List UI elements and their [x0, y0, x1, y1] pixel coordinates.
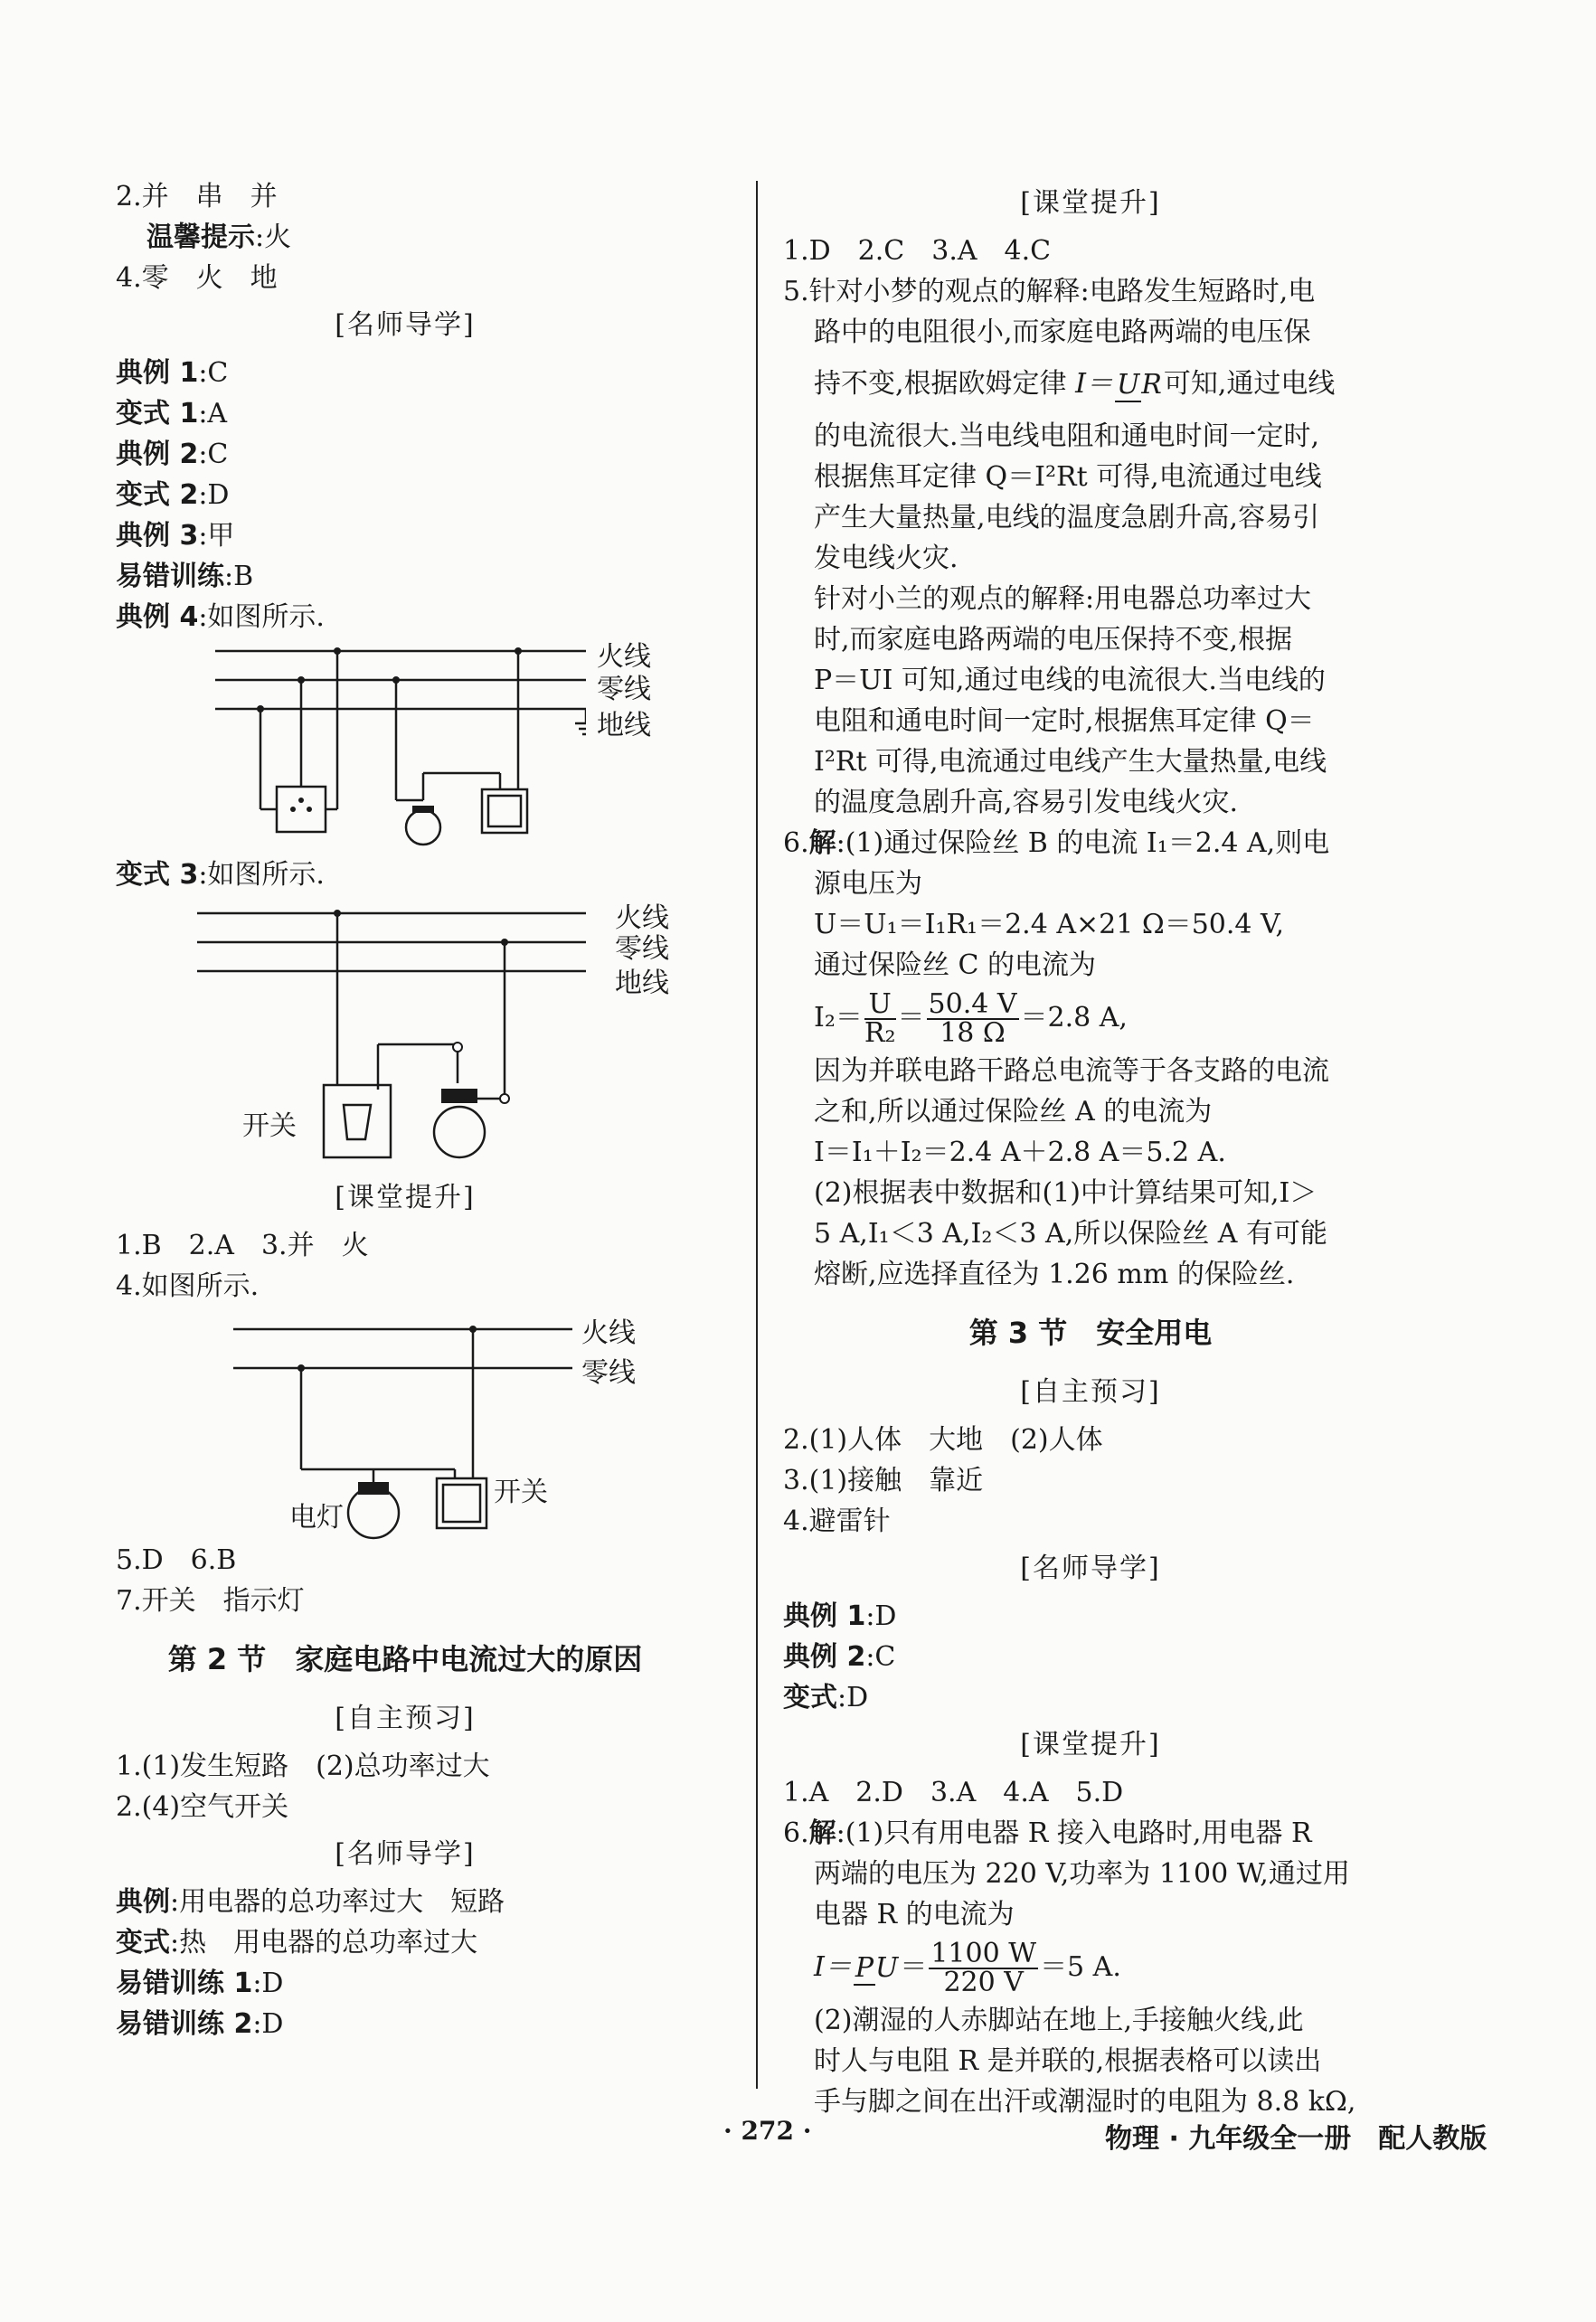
section-heading: [自主预习]: [335, 1703, 476, 1734]
section-heading: [课堂提升]: [1020, 187, 1161, 219]
example-line: 典例 1:C: [116, 357, 229, 389]
answer-line: 2.(1)人体 大地 (2)人体: [783, 1424, 1103, 1456]
answer-line: 2.(4)空气开关: [116, 1791, 289, 1823]
section-heading: [名师导学]: [335, 1838, 476, 1870]
solution-line: 之和,所以通过保险丝 A 的电流为: [814, 1096, 1213, 1128]
example-line: 典例:用电器的总功率过大 短路: [116, 1886, 505, 1918]
column-divider: [756, 181, 758, 2089]
solution-line: 源电压为: [814, 868, 922, 900]
solution-line: 通过保险丝 C 的电流为: [814, 949, 1097, 981]
variant-line: 变式 2:D: [116, 479, 230, 511]
explanation-line: 发电线火灾.: [814, 543, 959, 574]
explanation-line: 时,而家庭电路两端的电压保持不变,根据: [814, 624, 1293, 656]
example-line: 典例 2:C: [783, 1641, 896, 1673]
answer-line: 5.D 6.B: [116, 1544, 237, 1576]
solution-equation: I₂＝ $\frac{U}{\text{R₂}}$ ＝ $\frac{50.4 V}{18 \Omega}$ ＝2.8 A,: [814, 988, 1128, 1049]
explanation-line: 5.针对小梦的观点的解释:电路发生短路时,电: [783, 276, 1316, 307]
neutral-line-label: 零线: [615, 933, 669, 965]
right-column: [783, 176, 1398, 2122]
explanation-line: 电阻和通电时间一定时,根据焦耳定律 Q＝: [814, 705, 1315, 737]
explanation-line: 产生大量热量,电线的温度急剧升高,容易引: [814, 502, 1320, 533]
ground-line-label: 地线: [597, 710, 651, 741]
switch-label: 开关: [242, 1110, 297, 1142]
solution-line: 因为并联电路干路总电流等于各支路的电流: [814, 1055, 1329, 1087]
solution-equation: I＝ PU＝ $\frac{1100 W}{220 V}$ ＝5 A.: [814, 1938, 1121, 1998]
answer-line: 1.A 2.D 3.A 4.A 5.D: [783, 1777, 1124, 1808]
solution-line: U＝U₁＝I₁R₁＝2.4 A×21 Ω＝50.4 V,: [814, 909, 1285, 940]
explanation-line: 根据焦耳定律 Q＝I²Rt 可得,电流通过电线: [814, 461, 1322, 493]
answer-line: 1.(1)发生短路 (2)总功率过大: [116, 1751, 490, 1782]
example-line: 典例 1:D: [783, 1600, 897, 1632]
answer-line: 4.零 火 地: [116, 262, 278, 294]
section-heading: [自主预习]: [1020, 1376, 1161, 1408]
solution-line: I＝I₁＋I₂＝2.4 A＋2.8 A＝5.2 A.: [814, 1137, 1226, 1168]
explanation-line: 的温度急剧升高,容易引发电线火灾.: [814, 787, 1239, 818]
ground-line-label: 地线: [615, 968, 669, 999]
page-number: · 272 ·: [723, 2116, 812, 2146]
solution-line: 时人与电阻 R 是并联的,根据表格可以读出: [814, 2045, 1322, 2077]
circuit-svg: [116, 637, 586, 854]
answer-line: 2.并 串 并: [116, 181, 278, 212]
variant-line: 变式 1:A: [116, 398, 228, 429]
explanation-line: 的电流很大.当电线电阻和通电时间一定时,: [814, 420, 1320, 452]
explanation-line: I²Rt 可得,电流通过电线产生大量热量,电线: [814, 746, 1327, 778]
page-footer: [0, 2116, 1596, 2161]
lamp-label: 电灯: [289, 1502, 344, 1534]
explanation-line: 路中的电阻很小,而家庭电路两端的电压保: [814, 316, 1311, 348]
answer-line: 3.(1)接触 靠近: [783, 1465, 984, 1496]
variant-line: 变式 3:如图所示.: [116, 859, 325, 891]
example-line: 典例 4:如图所示.: [116, 601, 325, 633]
left-column: [116, 176, 694, 2044]
ohm-fraction: UR: [1116, 369, 1162, 401]
answer-line: 1.D 2.C 3.A 4.C: [783, 235, 1052, 267]
variant-line: 变式:D: [783, 1682, 869, 1713]
solution-line: 两端的电压为 220 V,功率为 1100 W,通过用: [814, 1858, 1350, 1890]
explanation-line: P＝UI 可知,通过电线的电流很大.当电线的: [814, 665, 1326, 696]
tip-line: 温馨提示:火: [146, 222, 292, 253]
solution-line: 电器 R 的电流为: [814, 1899, 1015, 1930]
answer-line: 4.如图所示.: [116, 1270, 260, 1302]
example-line: 典例 2:C: [116, 439, 229, 470]
book-title: 物理 · 九年级全一册 配人教版: [1105, 2123, 1487, 2155]
solution-line: (2)潮湿的人赤脚站在地上,手接触火线,此: [814, 2005, 1304, 2036]
explanation-line: 持不变,根据欧姆定律 I＝ UR可知,通过电线: [814, 368, 1336, 401]
chapter-title: 第 3 节 安全用电: [968, 1316, 1213, 1350]
error-training-line: 易错训练 1:D: [116, 1968, 284, 1999]
neutral-line-label: 零线: [597, 674, 651, 705]
section-heading: [名师导学]: [1020, 1553, 1161, 1584]
error-training-line: 易错训练:B: [116, 561, 254, 592]
answer-line: 1.B 2.A 3.并 火: [116, 1230, 369, 1261]
section-heading: [课堂提升]: [1020, 1729, 1161, 1760]
error-training-line: 易错训练 2:D: [116, 2008, 284, 2040]
fire-line-label: 火线: [581, 1317, 636, 1349]
circuit-diagram-1: [116, 637, 694, 854]
solution-line: 手与脚之间在出汗或潮湿时的电阻为 8.8 kΩ,: [814, 2086, 1356, 2118]
answer-line: 4.避雷针: [783, 1506, 891, 1537]
fire-line-label: 火线: [615, 902, 669, 934]
chapter-title: 第 2 节 家庭电路中电流过大的原因: [167, 1642, 643, 1676]
circuit-svg: [116, 895, 586, 1171]
solution-line: 6.解:(1)只有用电器 R 接入电路时,用电器 R: [783, 1817, 1312, 1849]
circuit-diagram-3: [116, 1307, 694, 1540]
solution-line: (2)根据表中数据和(1)中计算结果可知,I＞: [814, 1177, 1317, 1209]
section-heading: [名师导学]: [335, 309, 476, 341]
solution-line: 熔断,应选择直径为 1.26 mm 的保险丝.: [814, 1259, 1295, 1290]
neutral-line-label: 零线: [581, 1357, 636, 1389]
circuit-diagram-2: [116, 895, 694, 1171]
answer-line: 7.开关 指示灯: [116, 1585, 305, 1617]
solution-line: 6.解:(1)通过保险丝 B 的电流 I₁＝2.4 A,则电: [783, 827, 1330, 859]
variant-line: 变式:热 用电器的总功率过大: [116, 1927, 478, 1959]
section-heading: [课堂提升]: [335, 1182, 476, 1213]
explanation-line: 针对小兰的观点的解释:用电器总功率过大: [814, 583, 1312, 615]
solution-line: 5 A,I₁＜3 A,I₂＜3 A,所以保险丝 A 有可能: [814, 1218, 1327, 1250]
switch-label: 开关: [494, 1477, 548, 1508]
example-line: 典例 3:甲: [116, 520, 235, 552]
fire-line-label: 火线: [597, 641, 651, 673]
